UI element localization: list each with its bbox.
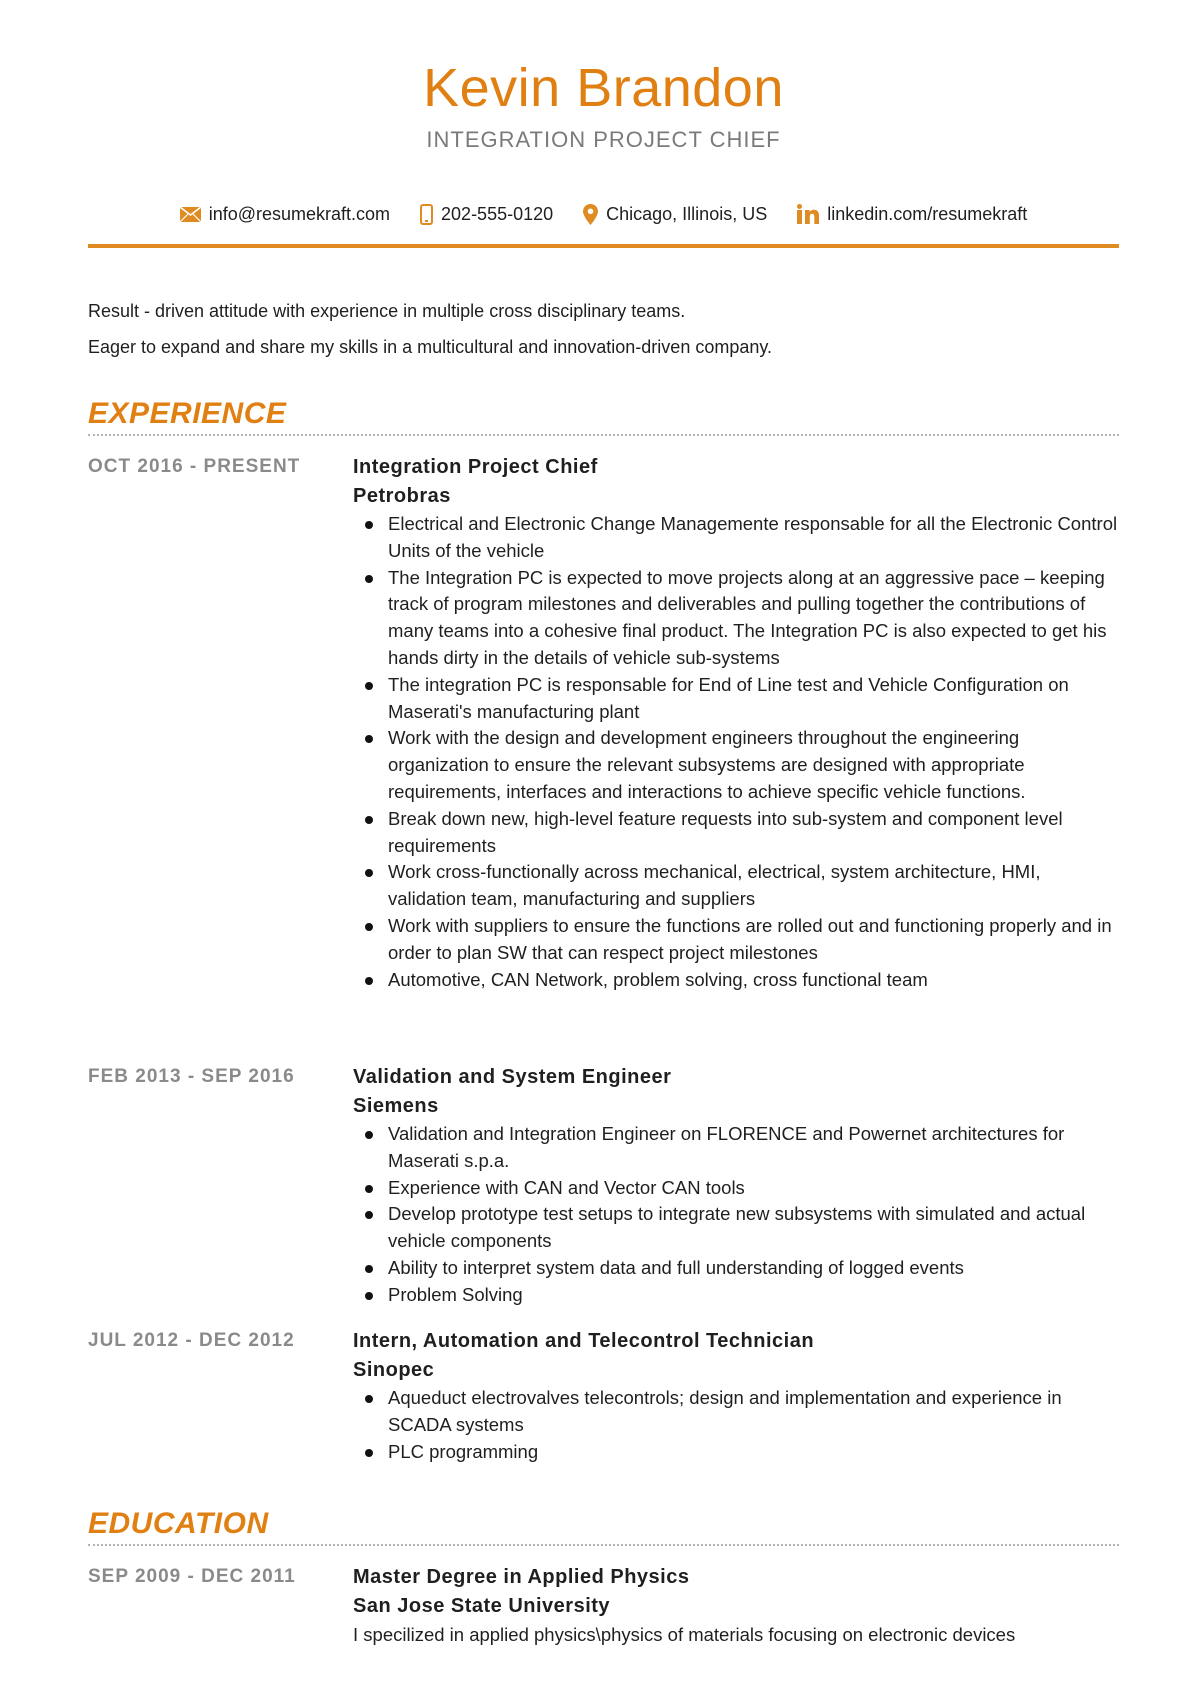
linkedin-icon <box>797 204 819 224</box>
entry-role: Intern, Automation and Telecontrol Technician <box>353 1330 815 1352</box>
entry-date: FEB 2013 - SEP 2016 <box>88 1066 295 1087</box>
entry-company: Petrobras <box>353 485 451 507</box>
bullet-item: Develop prototype test setups to integrate new subsystems with simulated and actual vehicle components <box>353 1201 1119 1255</box>
entry-description: I specilized in applied physics\physics of materials focusing on electronic devices <box>353 1624 1016 1645</box>
entry-school: San Jose State University <box>353 1595 611 1617</box>
linkedin-text: linkedin.com/resumekraft <box>827 203 1028 224</box>
contact-phone[interactable] <box>420 204 553 225</box>
contact-bar <box>88 200 1119 228</box>
bullet-item: Ability to interpret system data and full understanding of logged events <box>353 1255 1119 1282</box>
entry-degree: Master Degree in Applied Physics <box>353 1566 690 1588</box>
contact-email[interactable] <box>180 204 390 225</box>
entry-date: SEP 2009 - DEC 2011 <box>88 1566 296 1587</box>
contact-linkedin[interactable] <box>797 204 1027 225</box>
bullet-item: Problem Solving <box>353 1282 1119 1309</box>
phone-icon <box>420 204 433 225</box>
bullet-item: Validation and Integration Engineer on FLORENCE and Powernet architectures for Maserati s.p.a. <box>353 1121 1119 1175</box>
map-pin-icon <box>583 204 598 225</box>
header-divider <box>88 244 1119 248</box>
envelope-icon <box>180 207 201 222</box>
candidate-name: Kevin Brandon <box>423 58 784 118</box>
bullet-item: Break down new, high-level feature requests into sub-system and component level requirements <box>353 806 1119 860</box>
bullet-item: PLC programming <box>353 1439 1119 1466</box>
bullet-item: Work cross-functionally across mechanical, electrical, system architecture, HMI, validation team, manufacturing and suppliers <box>353 859 1119 913</box>
bullet-item: Experience with CAN and Vector CAN tools <box>353 1175 1119 1202</box>
entry-company: Siemens <box>353 1095 439 1117</box>
summary-line: Result - driven attitude with experience in multiple cross disciplinary teams. <box>88 301 686 321</box>
bullet-item: Aqueduct electrovalves telecontrols; design and implementation and experience in SCADA systems <box>353 1385 1119 1439</box>
bullet-item: The integration PC is responsable for End of Line test and Vehicle Configuration on Maserati's manufacturing plant <box>353 672 1119 726</box>
entry-role: Validation and System Engineer <box>353 1066 672 1088</box>
entry-bullets <box>353 511 1119 993</box>
phone-text: 202-555-0120 <box>441 203 554 224</box>
summary <box>88 293 1119 365</box>
entry-bullets <box>353 1121 1119 1309</box>
bullet-item: The Integration PC is expected to move projects along at an aggressive pace – keeping track of program milestones and deliverables and pulling together the contributions of many teams into a cohesive final product. The Integration PC is also expected to get his hands dirty in the details of vehicle sub-systems <box>353 565 1119 672</box>
education-heading: EDUCATION <box>88 1507 269 1540</box>
entry-bullets <box>353 1385 1119 1465</box>
contact-location <box>583 204 767 225</box>
entry-role: Integration Project Chief <box>353 456 598 478</box>
job-headline: INTEGRATION PROJECT CHIEF <box>426 127 781 152</box>
experience-heading: EXPERIENCE <box>88 397 287 430</box>
entry-date: OCT 2016 - PRESENT <box>88 456 301 477</box>
experience-divider <box>88 434 1119 436</box>
education-divider <box>88 1544 1119 1546</box>
location-text: Chicago, Illinois, US <box>606 203 768 224</box>
bullet-item: Work with the design and development engineers throughout the engineering organization to ensure the relevant subsystems are designed with appropriate requirements, interfaces and interactions to achieve specific vehicle functions. <box>353 725 1119 805</box>
entry-company: Sinopec <box>353 1359 435 1381</box>
entry-date: JUL 2012 - DEC 2012 <box>88 1330 295 1351</box>
bullet-item: Work with suppliers to ensure the functions are rolled out and functioning properly and in order to plan SW that can respect project milestones <box>353 913 1119 967</box>
bullet-item: Automotive, CAN Network, problem solving, cross functional team <box>353 967 1119 994</box>
summary-line: Eager to expand and share my skills in a multicultural and innovation-driven company. <box>88 337 773 357</box>
email-text: info@resumekraft.com <box>208 203 391 224</box>
bullet-item: Electrical and Electronic Change Managemente responsable for all the Electronic Control Units of the vehicle <box>353 511 1119 565</box>
